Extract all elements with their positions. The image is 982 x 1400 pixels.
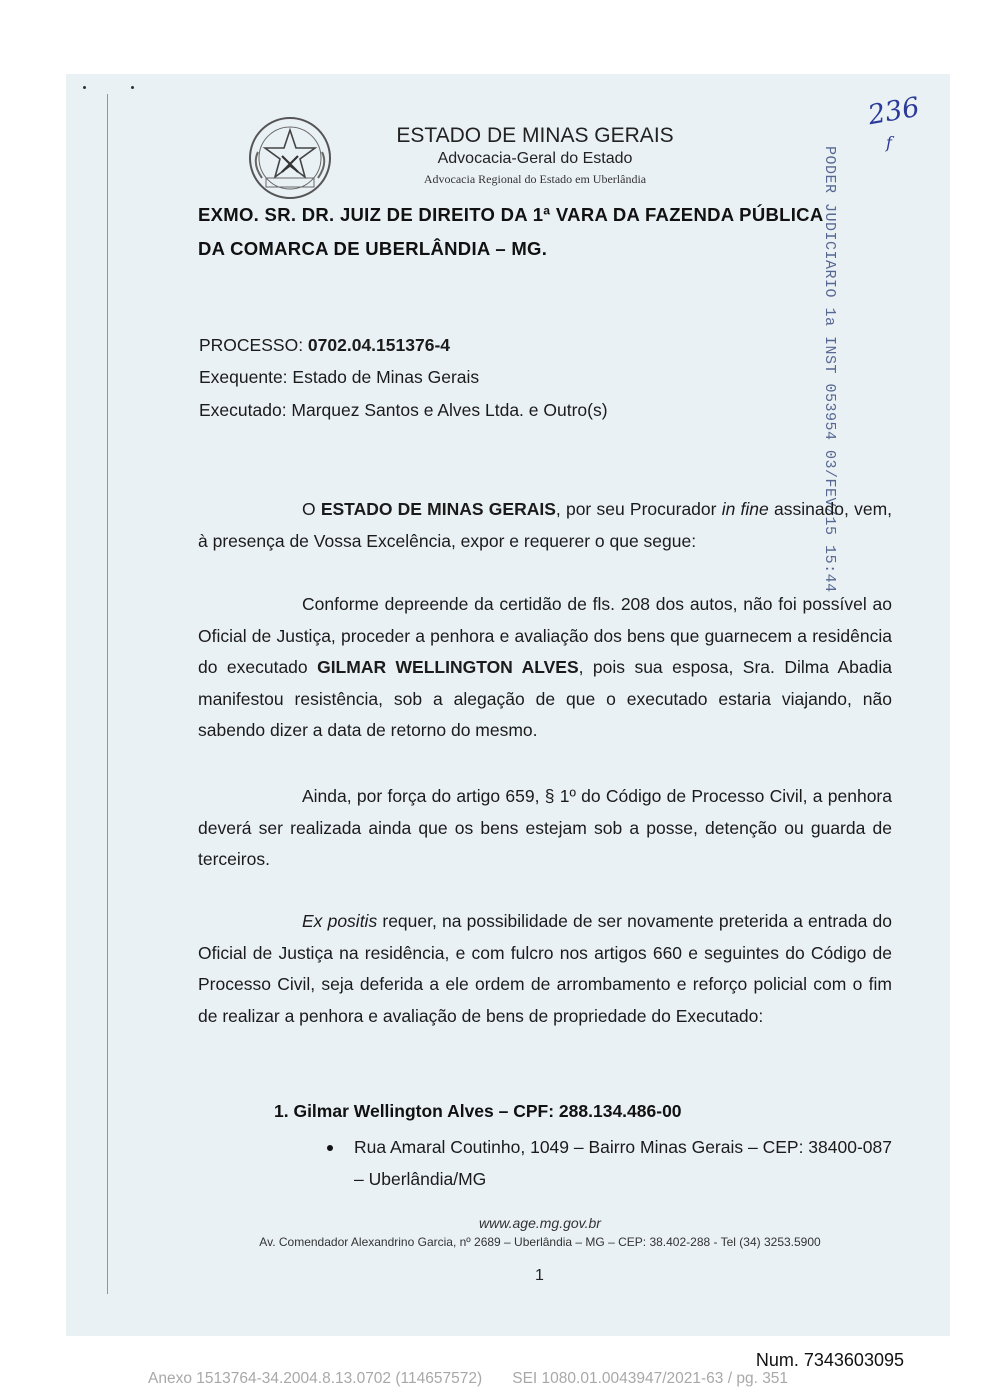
scan-mark	[131, 86, 134, 89]
document-num: Num. 7343603095	[755, 1350, 904, 1370]
header-agency: Advocacia-Geral do Estado	[437, 150, 633, 167]
scan-mark	[83, 86, 86, 89]
anexo-reference: Anexo 1513764-34.2004.8.13.0702 (114657572) SEI 1080.01.0043947/2021-63 / pg. 351	[148, 1370, 789, 1387]
addressee-line-1: EXMO. SR. DR. JUIZ DE DIREITO DA 1ª VARA DA FAZENDA PÚBLICA	[198, 204, 824, 225]
list-item-address: Rua Amaral Coutinho, 1049 – Bairro Minas Gerais – CEP: 38400-087 – Uberlândia/MG	[354, 1137, 892, 1189]
paragraph-intro: O ESTADO DE MINAS GERAIS, por seu Procurador in fine assinado, vem, à presença de Vossa Excelência, expor e requerer o que segue:	[198, 499, 893, 551]
paragraph-artigo-659: Ainda, por força do artigo 659, § 1º do Código de Processo Civil, a penhora deverá ser realizada ainda que os bens estejam sob a posse, detenção ou guarda de terceiros.	[198, 786, 892, 869]
footer-address: Av. Comendador Alexandrino Garcia, nº 2689 – Uberlândia – MG – CEP: 38.402-288 - Tel (34) 3253.5900	[259, 1235, 821, 1249]
header-state: ESTADO DE MINAS GERAIS	[396, 124, 674, 147]
process-number-value: 0702.04.151376-4	[307, 335, 450, 355]
process-number: PROCESSO: 0702.04.151376-4	[199, 335, 450, 355]
handwritten-page-number: 236	[865, 91, 922, 132]
margin-line	[107, 94, 108, 1294]
court-receipt-stamp: PODER JUDICIARIO 1a INST 053954 03/FEV/15 15:44	[821, 146, 838, 593]
page-number: 1	[535, 1267, 544, 1284]
executado: Executado: Marquez Santos e Alves Ltda. e Outro(s)	[199, 400, 608, 420]
list-item: 1. Gilmar Wellington Alves – CPF: 288.134.486-00	[274, 1101, 682, 1121]
exequente: Exequente: Estado de Minas Gerais	[199, 367, 480, 387]
header-regional: Advocacia Regional do Estado em Uberlândia	[423, 172, 647, 186]
paragraph-certidao: Conforme depreende da certidão de fls. 208 dos autos, não foi possível ao Oficial de Justiça, proceder a penhora e avaliação dos bens que guarnecem a residência do executado GILMAR WELLINGTON ALVES, pois sua esposa, Sra. Dilma Abadia manifestou resistência, sob a alegação de que o executado estaria viajando, não sabendo dizer a data de retorno do mesmo.	[198, 594, 892, 740]
coat-of-arms-seal	[244, 112, 336, 204]
addressee-line-2: DA COMARCA DE UBERLÂNDIA – MG.	[198, 238, 548, 259]
handwritten-mark: f	[886, 133, 892, 152]
footer-url: www.age.mg.gov.br	[479, 1215, 601, 1231]
paragraph-request: Ex positis requer, na possibilidade de ser novamente preterida a entrada do Oficial de Justiça na residência, e com fulcro nos artigos 660 e seguintes do Código de Processo Civil, seja deferida a ele ordem de arrombamento e reforço policial com o fim de realizar a penhora e avaliação de bens de propriedade do Executado:	[198, 911, 893, 1026]
bullet-icon	[327, 1145, 333, 1151]
